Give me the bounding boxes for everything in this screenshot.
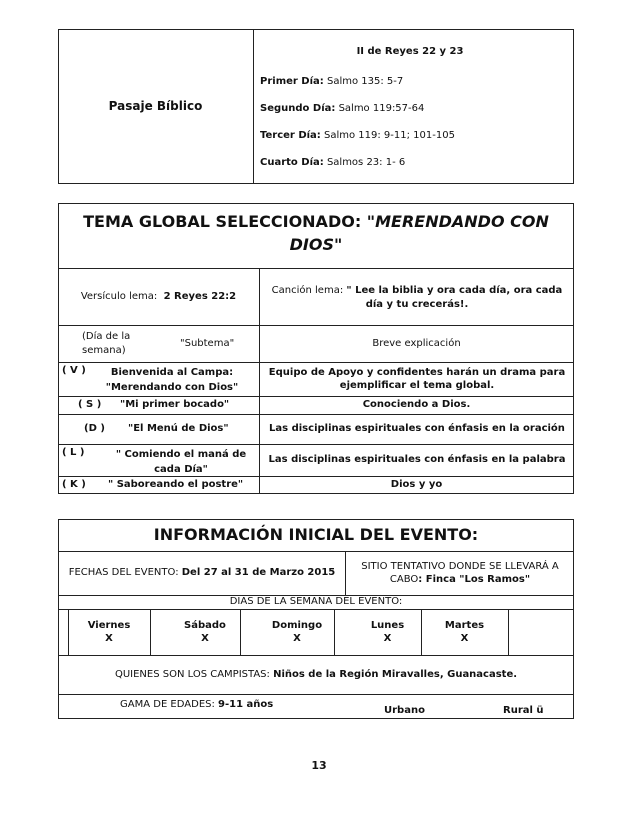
day-name: Viernes: [87, 619, 131, 631]
day-label: Primer Día:: [260, 76, 324, 87]
day-value: Salmos 23: 1- 6: [326, 157, 406, 168]
ages-value: 9-11 años: [218, 699, 274, 710]
header-subtheme: "Subtema": [180, 338, 235, 349]
verse-value: 2 Reyes 22:2: [163, 290, 237, 302]
passage-day-1: [260, 76, 403, 87]
dates-cell: [62, 553, 342, 593]
row-day: ( V ): [62, 365, 86, 376]
row-subtheme: " Saboreando el postre": [108, 479, 244, 490]
day-value: Salmo 135: 5-7: [326, 76, 404, 87]
theme-title: [62, 210, 570, 256]
day-mark: X: [460, 633, 469, 644]
row-subtheme: Bienvenida al Campa: "Merendando con Dios": [105, 367, 239, 393]
site-value: : Finca "Los Ramos": [418, 574, 531, 585]
day-label: Cuarto Día:: [260, 157, 324, 168]
passage-divider: [253, 29, 254, 184]
ages-cell: [120, 699, 273, 710]
header-explanation: Breve explicación: [372, 337, 461, 349]
row-day: ( K ): [62, 479, 86, 490]
day-value: Salmo 119: 9-11; 101-105: [324, 130, 455, 141]
day-mark: X: [293, 633, 301, 644]
day-col-divider: [150, 609, 151, 655]
verse-cell: [58, 268, 259, 325]
ages-label: GAMA DE EDADES:: [120, 699, 219, 710]
day-mark: X: [105, 633, 113, 644]
day-label: Segundo Día:: [260, 103, 336, 114]
theme-title-prefix: TEMA GLOBAL SELECCIONADO: ": [83, 212, 376, 231]
row-subtheme: "Mi primer bocado": [120, 399, 230, 410]
row-explanation: Las disciplinas espirituales con énfasis en la palabra: [268, 454, 566, 466]
passage-label: Pasaje Bíblico: [108, 99, 203, 114]
row-explanation: Equipo de Apoyo y confidentes harán un drama para ejemplificar el tema global.: [268, 366, 566, 391]
day-mark: X: [201, 633, 209, 644]
urban-label: Urbano: [384, 705, 425, 716]
passage-day-4: [260, 157, 405, 168]
passage-day-2: [260, 103, 424, 114]
passage-day-3: [260, 130, 455, 141]
day-cell-sabado: [160, 612, 250, 652]
day-name: Domingo: [271, 619, 323, 631]
event-col-divider: [345, 551, 346, 595]
song-value: " Lee la biblia y ora cada día, ora cada día y tu crecerás!.: [346, 285, 563, 310]
event-title: INFORMACIÓN INICIAL DEL EVENTO:: [153, 525, 479, 544]
theme-col-divider: [259, 268, 260, 494]
day-value: Salmo 119:57-64: [338, 103, 425, 114]
day-name: Martes: [444, 619, 485, 631]
day-cell-viernes: [68, 612, 150, 652]
day-name: Lunes: [370, 619, 405, 631]
dates-value: Del 27 al 31 de Marzo 2015: [181, 567, 336, 579]
day-cell-martes: [421, 612, 508, 652]
row-explanation: Dios y yo: [390, 479, 443, 491]
rural-label: Rural ü: [503, 705, 544, 716]
row-day: ( L ): [62, 447, 85, 458]
site-cell: [349, 553, 571, 593]
event-row-divider: [58, 694, 574, 695]
dates-label: FECHAS DEL EVENTO:: [68, 567, 182, 579]
theme-title-italic: MERENDANDO CON DIOS: [289, 212, 549, 254]
song-label: Canción lema:: [271, 285, 347, 296]
event-row-divider: [58, 609, 574, 610]
day-col-divider: [508, 609, 509, 655]
day-name: Sábado: [184, 619, 226, 631]
row-subtheme: "El Menú de Dios": [128, 423, 229, 434]
header-day: (Día de la semana): [82, 331, 131, 356]
campers-cell: [58, 655, 574, 694]
site-label: SITIO TENTATIVO DONDE SE LLEVARÁ A CABO: [361, 560, 559, 585]
passage-title: II de Reyes 22 y 23: [356, 46, 464, 57]
row-explanation: Las disciplinas espirituales con énfasis en la oración: [269, 423, 565, 435]
song-cell: [263, 270, 571, 325]
day-label: Tercer Día:: [260, 130, 321, 141]
row-day: (D ): [84, 423, 105, 434]
day-mark: X: [383, 633, 392, 644]
days-header: DIAS DE LA SEMANA DEL EVENTO:: [229, 596, 403, 608]
campers-value: Niños de la Región Miravalles, Guanacaste.: [273, 668, 518, 680]
row-subtheme: " Comiendo el maná de cada Día": [115, 449, 247, 475]
verse-label: Versículo lema:: [80, 290, 161, 302]
theme-title-suffix: ": [334, 235, 343, 254]
event-row-divider: [58, 551, 574, 552]
day-cell-domingo: [250, 612, 344, 652]
campers-label: QUIENES SON LOS CAMPISTAS:: [114, 668, 274, 680]
page-number: 13: [311, 759, 327, 772]
row-explanation: Conociendo a Dios.: [362, 399, 471, 411]
day-cell-lunes: [344, 612, 431, 652]
row-day: ( S ): [78, 399, 102, 410]
